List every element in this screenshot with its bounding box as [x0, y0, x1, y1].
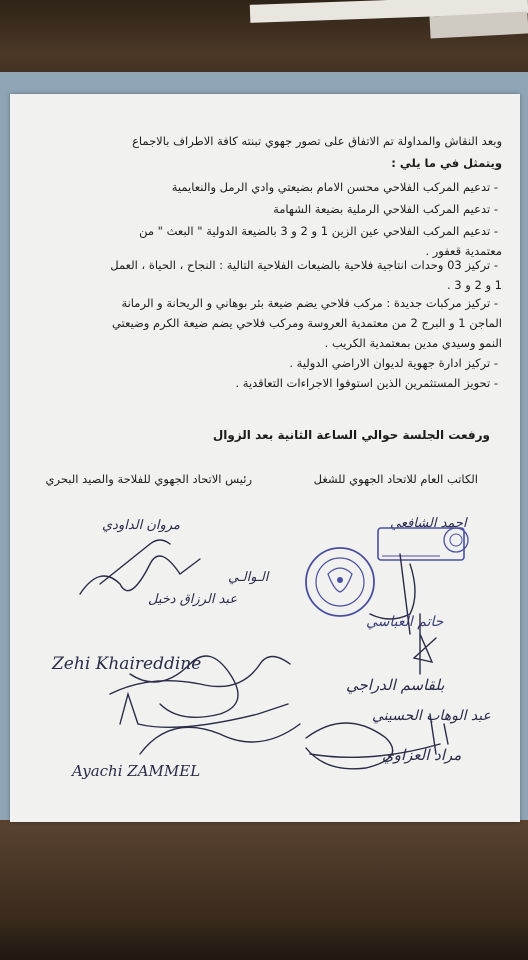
intro-line: ويتمثل في ما يلي :	[391, 156, 502, 170]
list-item: النمو وسيدي مدين بمعتمدية الكريب .	[324, 336, 502, 350]
document-page	[10, 94, 520, 822]
signature-stroke	[110, 657, 290, 695]
signature-stroke	[80, 556, 200, 594]
signatory-title-left: رئيس الاتحاد الجهوي للفلاحة والصيد البحري	[45, 472, 252, 486]
signature-stroke	[120, 694, 288, 727]
list-item: - تحويز المستثمرين الذين استوفوا الاجراءات التعاقدية .	[235, 376, 498, 390]
signature-stroke	[306, 723, 393, 769]
list-item: معتمدية قعفور .	[425, 244, 502, 258]
list-item: - تركيز ادارة جهوية لديوان الاراضي الدولية .	[289, 356, 498, 370]
signatory-title-right: الكاتب العام للاتحاد الجهوي للشغل	[313, 472, 478, 486]
handwritten-name: مروان الداودي	[102, 518, 180, 533]
handwritten-name: بلقاسم الدراجي	[346, 676, 445, 694]
handwritten-name: مراد العزاوي	[382, 746, 462, 764]
union-stamp	[378, 528, 468, 560]
list-item: - تركيز مركبات جديدة : مركب فلاحي يضم ضيعة بئر بوهاني و الريحانة و الرمانة	[121, 296, 498, 310]
signature-stroke	[310, 744, 440, 757]
handwritten-name: عبد الرزاق دخيل	[148, 592, 238, 607]
handwritten-name: احمد الشافعي	[390, 516, 467, 531]
signature-stroke	[430, 714, 448, 754]
list-item: - تدعيم المركب الفلاحي عين الزين 1 و 2 و 3 بالضيعة الدولية " البعث " من	[139, 224, 498, 238]
handwritten-name: Ayachi ZAMMEL	[72, 762, 201, 780]
list-item: - تدعيم المركب الفلاحي الرملية بضيعة الشهامة	[273, 202, 498, 216]
list-item: - تدعيم المركب الفلاحي محسن الامام بضيعتي وادي الرمل والنعايمية	[171, 180, 498, 194]
ministry-stamp	[306, 548, 374, 616]
signature-stroke	[414, 614, 436, 674]
handwritten-title: الـوالـي	[228, 570, 269, 585]
intro-line: وبعد النقاش والمداولة تم الاتفاق على تصور جهوي تبنته كافة الاطراف بالاجماع	[132, 134, 502, 148]
desk-background-bottom	[0, 820, 528, 960]
signature-stroke	[140, 724, 300, 754]
list-item: 1 و 2 و 3 .	[446, 278, 502, 292]
handwritten-name: عبد الوهاب الحسيني	[372, 708, 491, 724]
handwritten-name: حاتم العباسي	[366, 614, 444, 630]
signatures-and-stamps	[10, 94, 520, 822]
handwritten-name: Zehi Khaireddine	[52, 654, 202, 674]
signature-stroke	[370, 554, 415, 634]
list-item: - تركيز 03 وحدات انتاجية فلاحية بالضيعات الفلاحية التالية : النجاح ، الحياة ، العمل	[110, 258, 498, 272]
closing-statement: ورفعت الجلسة حوالي الساعة الثانية بعد الزوال	[212, 428, 490, 442]
list-item: الماجن 1 و البرج 2 من معتمدية العروسة ومركب فلاحي يضم ضيعة الكرم وضيعتي	[111, 316, 502, 330]
